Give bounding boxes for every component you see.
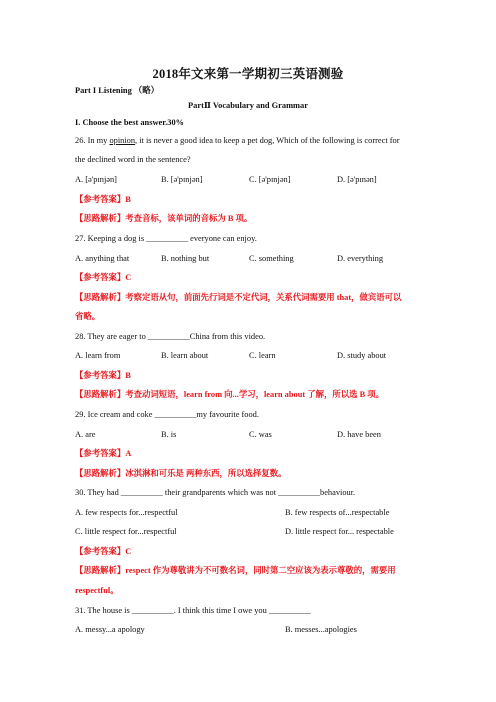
analysis-27-line2: 省略。: [75, 312, 101, 321]
analysis-27: 【思路解析】考察定语从句，前面先行词是不定代词，关系代词需要用 that，做宾语可以: [75, 293, 402, 302]
option-c: C. little respect for...respectful: [75, 527, 177, 536]
option-d: D. study about: [337, 351, 387, 360]
answer-29: 【参考答案】A: [75, 449, 132, 458]
question-26: 26. In my opinion, it is never a good idea to keep a pet dog, Which of the following is correct for: [75, 136, 400, 145]
option-a: A. learn from: [75, 351, 121, 360]
analysis-26: 【思路解析】考查音标，该单词的音标为 B 项。: [75, 214, 253, 223]
question-30-options-row1: [75, 507, 435, 518]
option-b: B. few respects of...respectable: [285, 508, 390, 517]
question-28: 28. They are eager to __________China from this video.: [75, 332, 266, 341]
option-a: A. are: [75, 430, 96, 439]
option-b: B. [ə'pɪnjən]: [161, 175, 203, 184]
option-a: A. few respects for...respectful: [75, 508, 178, 517]
option-b: B. messes...apologies: [285, 625, 357, 634]
option-d: D. have been: [337, 430, 381, 439]
question-30-options-row2: [75, 526, 435, 537]
question-26-line2: the declined word in the sentence?: [75, 155, 191, 164]
option-d: D. [ə'pɪnən]: [337, 175, 377, 184]
question-29-options: [75, 429, 435, 440]
answer-27: 【参考答案】C: [75, 273, 132, 282]
option-b: B. nothing but: [161, 254, 210, 263]
analysis-30: 【思路解析】respect 作为尊敬讲为不可数名词，同时第二空应该为表示尊敬的，需要用: [75, 566, 396, 575]
option-c: C. [ə'pɪnjən]: [249, 175, 291, 184]
question-26-options: [75, 174, 435, 185]
option-a: A. anything that: [75, 254, 130, 263]
option-a: A. messy...a apology: [75, 625, 145, 634]
question-27-options: [75, 253, 435, 264]
page-title: 2018年文来第一学期初三英语测验: [152, 67, 344, 81]
part1-heading: Part I Listening （略）: [75, 86, 159, 95]
option-c: C. learn: [249, 351, 276, 360]
question-31: 31. The house is __________. I think this time I owe you __________: [75, 606, 311, 615]
analysis-30-line2: respectful。: [75, 586, 119, 595]
underlined-word: opinion: [109, 136, 136, 145]
option-a: A. [ə'pɪnjən]: [75, 175, 117, 184]
option-c: C. was: [249, 430, 272, 439]
question-31-options: [75, 624, 435, 635]
section1-heading: I. Choose the best answer.30%: [75, 118, 185, 127]
answer-30: 【参考答案】C: [75, 547, 132, 556]
option-b: B. is: [161, 430, 177, 439]
question-27: 27. Keeping a dog is __________ everyone can enjoy.: [75, 234, 257, 243]
answer-28: 【参考答案】B: [75, 371, 131, 380]
option-d: D. little respect for... respectable: [285, 527, 394, 536]
question-30: 30. They had __________ their grandparents which was not __________behaviour.: [75, 488, 356, 497]
analysis-28: 【思路解析】考查动词短语，learn from 向...学习，learn about 了解，所以选 B 项。: [75, 390, 385, 399]
question-29: 29. Ice cream and coke __________my favourite food.: [75, 410, 259, 419]
part2-heading: PartⅡ Vocabulary and Grammar: [188, 101, 308, 110]
answer-26: 【参考答案】B: [75, 195, 131, 204]
analysis-29: 【思路解析】冰淇淋和可乐是 两种东西，所以选择复数。: [75, 469, 287, 478]
question-28-options: [75, 350, 435, 361]
option-b: B. learn about: [161, 351, 209, 360]
option-c: C. something: [249, 254, 294, 263]
option-d: D. everything: [337, 254, 384, 263]
